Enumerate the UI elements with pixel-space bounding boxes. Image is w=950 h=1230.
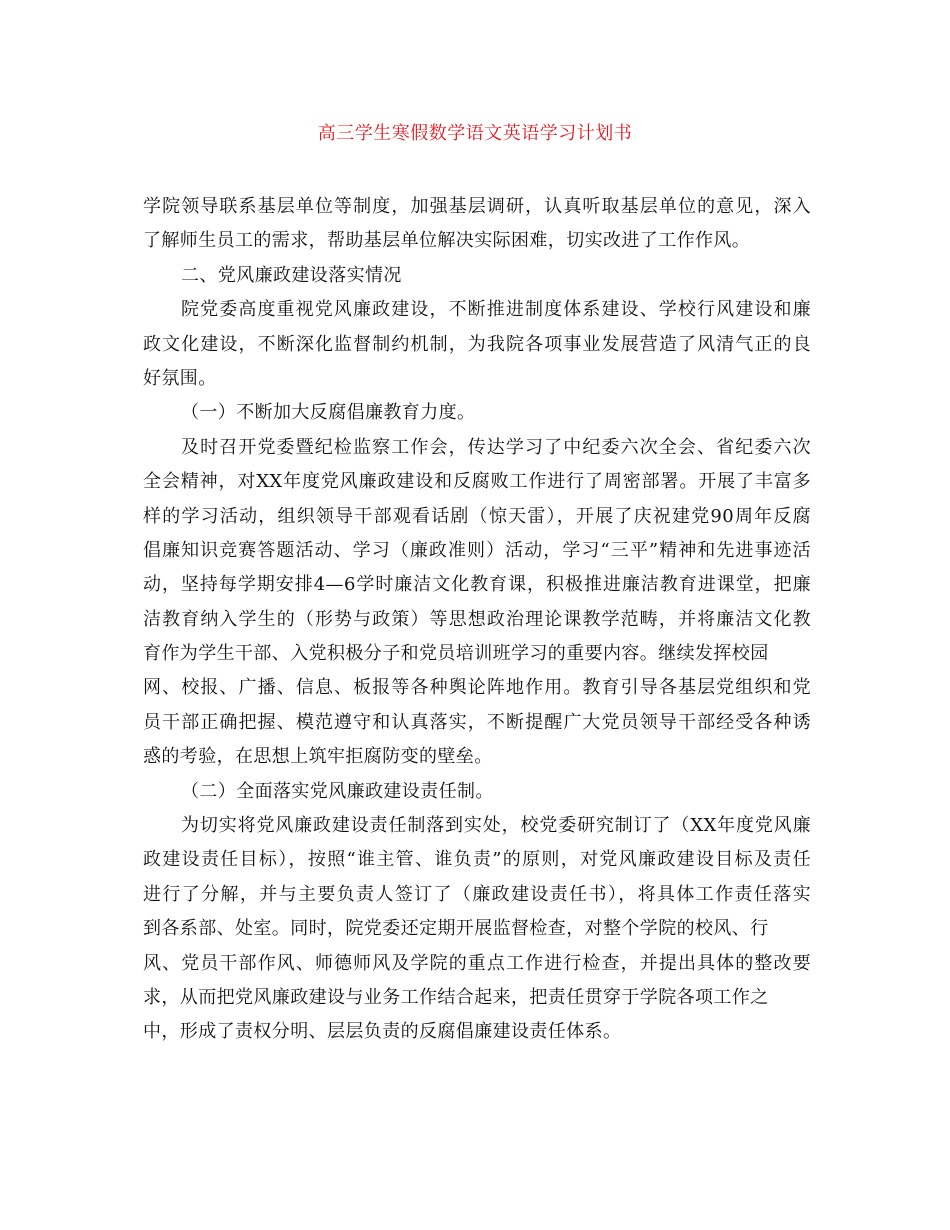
body-line: 惑的考验，在思想上筑牢拒腐防变的壁垒。 [143,746,493,768]
body-line: 政建设责任目标），按照“谁主管、谁负责”的原则，对党风廉政建设目标及责任 [143,849,811,871]
body-line: 网、校报、广播、信息、板报等各种舆论阵地作用。教育引导各基层党组织和党 [143,677,811,699]
body-line: 员干部正确把握、模范遵守和认真落实，不断提醒广大党员领导干部经受各种诱 [143,711,811,733]
body-line: 进行了分解，并与主要负责人签订了（廉政建设责任书），将具体工作责任落实 [143,883,811,905]
body-line: 好氛围。 [143,367,217,389]
section-heading: 二、党风廉政建设落实情况 [181,264,402,286]
subsection-heading: （二）全面落实党风廉政建设责任制。 [181,780,494,802]
paragraph-first-line: 及时召开党委暨纪检监察工作会，传达学习了中纪委六次全会、省纪委六次 [181,436,811,458]
body-line: 政文化建设，不断深化监督制约机制，为我院各项事业发展营造了风清气正的良 [143,333,811,355]
body-line: 到各系部、处室。同时，院党委还定期开展监督检查，对整个学院的校风、行 [143,918,769,940]
body-line: 全会精神，对XX年度党风廉政建设和反腐败工作进行了周密部署。开展了丰富多 [143,471,811,493]
document-body [143,190,811,1050]
body-line: 学院领导联系基层单位等制度，加强基层调研，认真听取基层单位的意见，深入 [143,196,811,217]
paragraph-first-line: 院党委高度重视党风廉政建设，不断推进制度体系建设、学校行风建设和廉 [181,299,811,321]
body-line: 求，从而把党风廉政建设与业务工作结合起来，把责任贯穿于学院各项工作之 [143,986,769,1008]
body-line: 样的学习活动，组织领导干部观看话剧（惊天雷），开展了庆祝建党90周年反腐 [143,505,811,527]
body-line: 动，坚持每学期安排4—6学时廉洁文化教育课，积极推进廉洁教育进课堂，把廉 [143,574,811,596]
body-line: 风、党员干部作风、师德师风及学院的重点工作进行检查，并提出具体的整改要 [143,952,811,974]
subsection-heading: （一）不断加大反腐倡廉教育力度。 [181,402,476,424]
body-line: 洁教育纳入学生的（形势与政策）等思想政治理论课教学范畴，并将廉洁文化教 [143,608,811,630]
body-line: 中，形成了责权分明、层层负责的反腐倡廉建设责任体系。 [143,1021,622,1043]
paragraph-first-line: 为切实将党风廉政建设责任制落到实处，校党委研究制订了（XX年度党风廉 [181,815,811,837]
body-line: 倡廉知识竞赛答题活动、学习（廉政准则）活动，学习“三平”精神和先进事迹活 [143,539,811,561]
body-line: 育作为学生干部、入党积极分子和党员培训班学习的重要内容。继续发挥校园 [143,643,769,665]
document-title: 高三学生寒假数学语文英语学习计划书 [317,123,633,144]
body-line: 了解师生员工的需求，帮助基层单位解决实际困难，切实改进了工作作风。 [143,230,751,252]
